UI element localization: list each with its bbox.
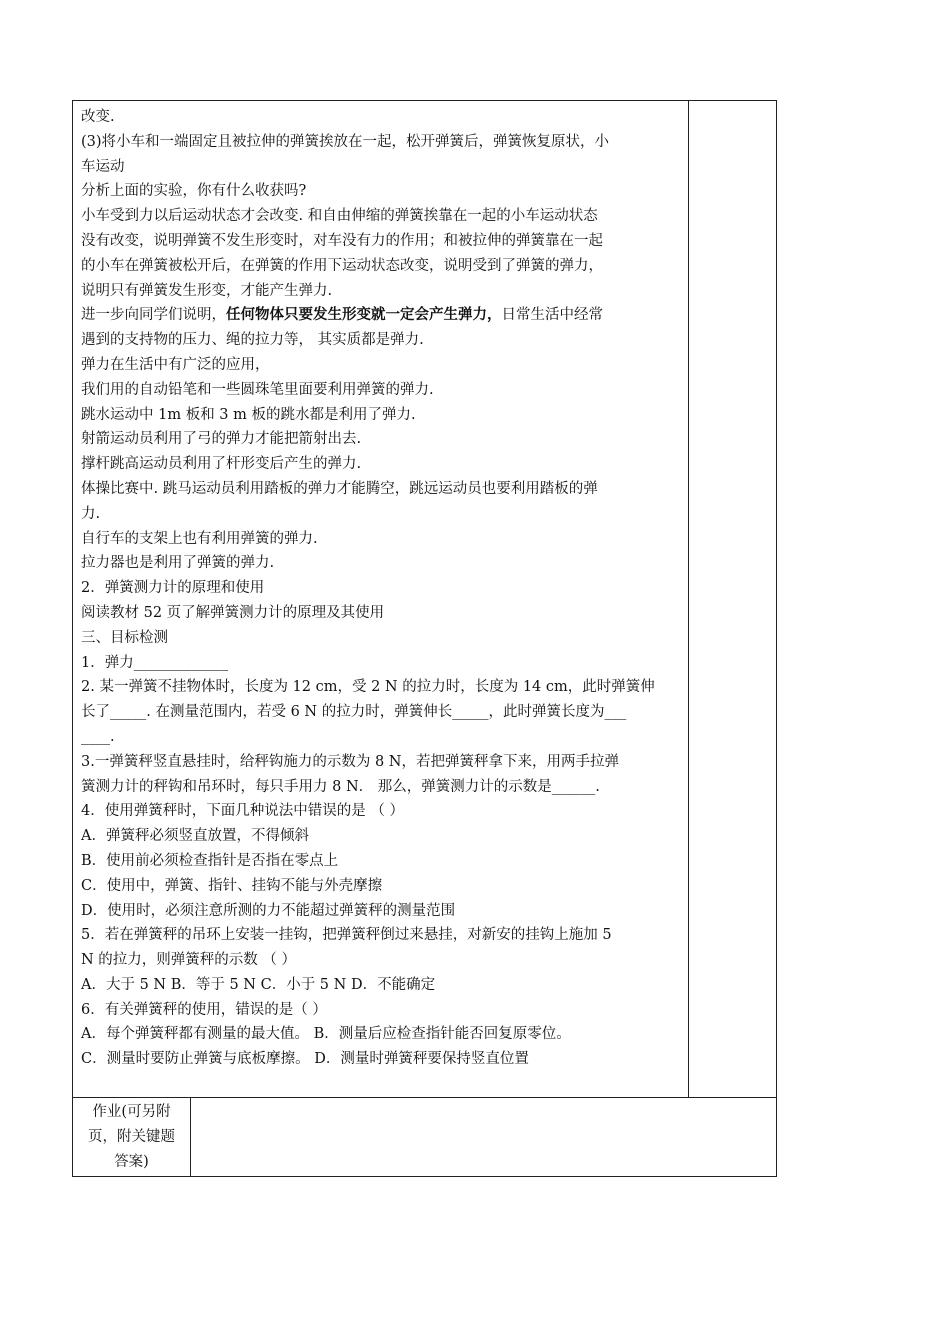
option-line: B．使用前必须检查指针是否指在零点上 [81, 852, 339, 869]
text-line: 射箭运动员利用了弓的弹力才能把箭射出去. [81, 431, 362, 448]
option-line: A．每个弹簧秤都有测量的最大值。 B．测量后应检查指针能否回复原零位。 [81, 1026, 571, 1043]
question-line: 6．有关弹簧秤的使用，错误的是（ ） [81, 1001, 327, 1018]
text-line: 遇到的支持物的压力、绳的拉力等， 其实质都是弹力. [81, 332, 424, 349]
text-line: 跳水运动中 1m 板和 3 m 板的跳水都是利用了弹力. [81, 406, 416, 423]
homework-label-cell [73, 1098, 191, 1177]
text-line: 撑杆跳高运动员利用了杆形变后产生的弹力. [81, 456, 362, 473]
section-heading: 三、目标检测 [81, 629, 168, 646]
text-line: 弹力在生活中有广泛的应用， [81, 356, 270, 373]
emphasis-line [81, 303, 680, 328]
text-line: 自行车的支架上也有利用弹簧的弹力. [81, 530, 318, 547]
question-line: 3.一弹簧秤竖直悬挂时，给秤钩施力的示数为 8 N，若把弹簧秤拿下来，用两手拉弹 [81, 753, 619, 770]
text-line: 小车受到力以后运动状态才会改变. 和自由伸缩的弹簧挨靠在一起的小车运动状态 [81, 208, 598, 225]
text-line: 我们用的自动铅笔和一些圆珠笔里面要利用弹簧的弹力. [81, 381, 434, 398]
content-cell [73, 101, 689, 1098]
question-line: 簧测力计的秤钩和吊环时，每只手用力 8 N． 那么，弹簧测力计的示数是______. [81, 778, 600, 795]
question-line: ____. [81, 728, 115, 745]
homework-content-cell [191, 1098, 777, 1177]
question-line: 1．弹力_____________ [81, 654, 228, 671]
text-line: 没有改变，说明弹簧不发生形变时，对车没有力的作用；和被拉伸的弹簧靠在一起 [81, 232, 603, 249]
homework-label [73, 1098, 190, 1176]
text-line: 改变. [81, 109, 115, 125]
lesson-table [72, 100, 777, 1177]
content-row [73, 101, 777, 1098]
emphasis-before: 进一步向同学们说明， [81, 307, 226, 324]
homework-label-line: 答案) [114, 1153, 149, 1170]
option-line: A．大于 5 N B．等于 5 N C．小于 5 N D．不能确定 [81, 976, 436, 993]
text-line: 阅读教材 52 页了解弹簧测力计的原理及其使用 [81, 604, 385, 621]
question-line: 2. 某一弹簧不挂物体时，长度为 12 cm，受 2 N 的拉力时，长度为 14 cm，此时弹簧伸 [81, 679, 655, 696]
question-line: 长了_____. 在测量范围内，若受 6 N 的拉力时，弹簧伸长_____，此时弹簧长度为___ [81, 704, 627, 721]
text-line: 体操比赛中. 跳马运动员利用踏板的弹力才能腾空，跳远运动员也要利用踏板的弹 [81, 480, 598, 497]
text-line: 的小车在弹簧被松开后，在弹簧的作用下运动状态改变，说明受到了弹簧的弹力， [81, 257, 603, 274]
section-heading: 2．弹簧测力计的原理和使用 [81, 580, 265, 597]
option-line: D．使用时，必须注意所测的力不能超过弹簧秤的测量范围 [81, 902, 456, 919]
emphasis-bold: 任何物体只要发生形变就一定会产生弹力， [226, 306, 502, 324]
homework-label-line: 页，附关键题 [88, 1128, 175, 1145]
text-line: 拉力器也是利用了弹簧的弹力. [81, 555, 275, 572]
text-line: 力. [81, 505, 101, 522]
option-line: C．测量时要防止弹簧与底板摩擦。 D．测量时弹簧秤要保持竖直位置 [81, 1051, 529, 1068]
question-line: 5．若在弹簧秤的吊环上安装一挂钩，把弹簧秤倒过来悬挂，对新安的挂钩上施加 5 [81, 927, 612, 944]
text-line: 分析上面的实验，你有什么收获吗? [81, 183, 307, 200]
question-line: N 的拉力，则弹簧秤的示数 （ ） [81, 952, 297, 969]
text-line: 说明只有弹簧发生形变，才能产生弹力. [81, 282, 333, 299]
question-line: 4．使用弹簧秤时，下面几种说法中错误的是 （ ） [81, 803, 404, 820]
option-line: A．弹簧秤必须竖直放置，不得倾斜 [81, 828, 309, 845]
text-line: (3)将小车和一端固定且被拉伸的弹簧挨放在一起，松开弹簧后，弹簧恢复原状，小 [81, 133, 610, 150]
emphasis-after: 日常生活中经常 [501, 307, 603, 324]
homework-label-line: 作业(可另附 [92, 1104, 171, 1120]
option-line: C．使用中，弹簧、指针、挂钩不能与外壳摩擦 [81, 877, 383, 894]
lesson-sheet [72, 100, 776, 1177]
text-line: 车运动 [81, 158, 125, 175]
notes-column [689, 101, 777, 1098]
homework-row [73, 1098, 777, 1177]
